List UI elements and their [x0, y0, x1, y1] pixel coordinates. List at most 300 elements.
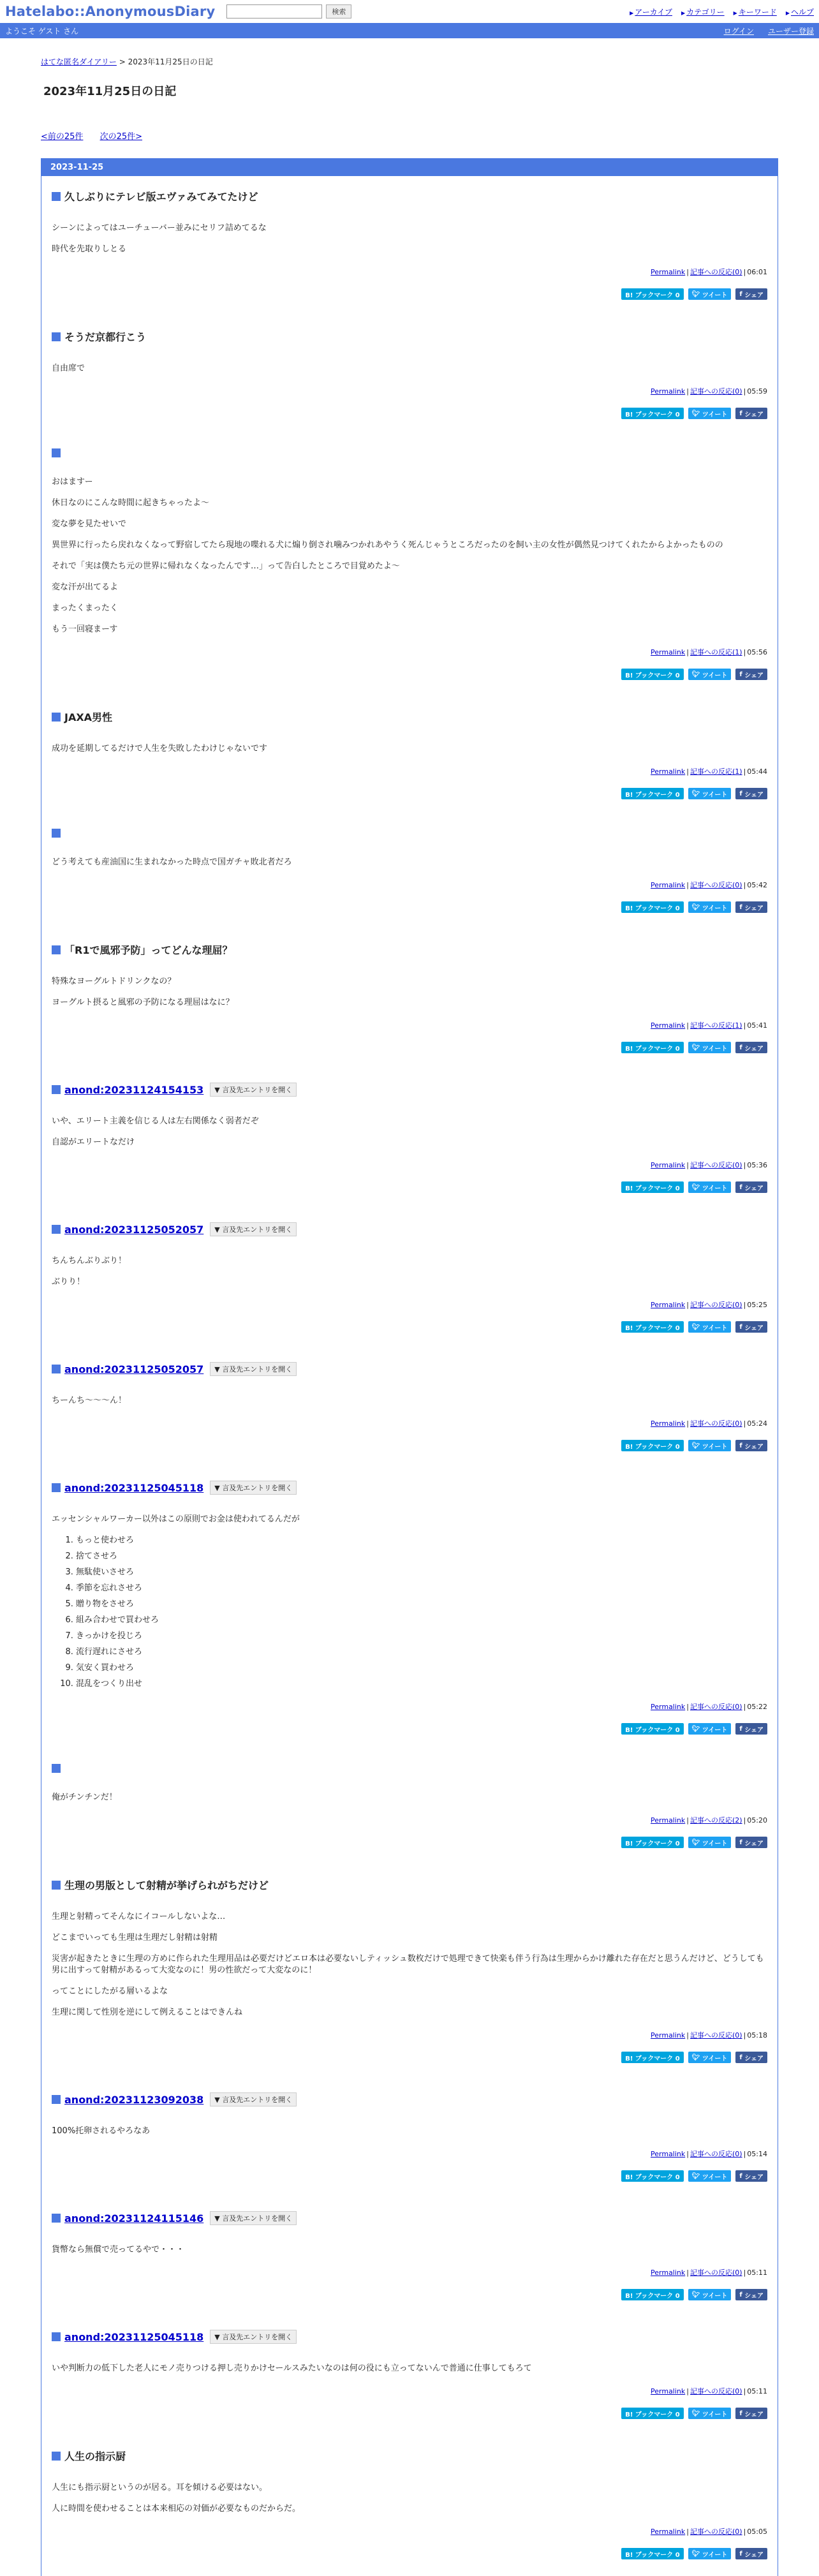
facebook-share-button[interactable]: f シェア — [735, 2170, 767, 2182]
twitter-bird-icon: 🐦︎ — [691, 1183, 700, 1191]
entry-title — [52, 448, 767, 457]
entry-paragraph: まったくまったく — [52, 603, 119, 613]
entry-time: 05:14 — [747, 2150, 767, 2158]
breadcrumb: はてな匿名ダイアリー > 2023年11月25日の日記 — [41, 57, 213, 66]
tweet-button[interactable]: 🐦︎ ツイート — [688, 408, 732, 419]
entry-paragraph: いや判断力の低下した老人にモノ売りつける押し売りかけセールスみたいなのは何の役にも立ってないんで普通に仕事してもろて — [52, 2364, 532, 2373]
entry-title — [52, 2330, 767, 2344]
entry-square-icon[interactable] — [52, 1483, 61, 1492]
welcome-text: ようこそ ゲスト さん — [5, 26, 79, 36]
facebook-share-button[interactable]: f シェア — [735, 1181, 767, 1193]
twitter-bird-icon: 🐦︎ — [691, 1044, 700, 1051]
list-item: 8. 流行遅れにさせろ — [76, 1647, 767, 1658]
reactions-link[interactable]: 記事への反応(0) — [690, 2528, 742, 2536]
hatena-bookmark-button[interactable]: B! ブックマーク 0 — [621, 2052, 683, 2063]
entry-ordered-list — [52, 1535, 767, 1690]
permalink-link[interactable]: Permalink — [651, 1419, 686, 1428]
entry-body — [52, 477, 767, 635]
entry-square-icon[interactable] — [52, 713, 61, 722]
entry-meta: Permalink | 記事への反応(0) | 05:24 — [651, 1419, 767, 1428]
entry-meta: Permalink | 記事への反応(0) | 06:01 — [651, 268, 767, 276]
facebook-share-button[interactable]: f シェア — [735, 1042, 767, 1053]
entry-paragraph: どこまでいっても生理は生理だし射精は射精 — [52, 1933, 218, 1943]
entry-title — [52, 2092, 767, 2106]
twitter-bird-icon: 🐦︎ — [691, 1725, 700, 1733]
entry-meta: Permalink | 記事への反応(0) | 05:42 — [651, 881, 767, 889]
entry-title — [52, 189, 767, 204]
twitter-bird-icon: 🐦︎ — [691, 2172, 700, 2180]
hatena-bookmark-button[interactable]: B! ブックマーク 0 — [621, 1837, 683, 1848]
facebook-share-button[interactable]: f シェア — [735, 2548, 767, 2559]
entry-meta: Permalink | 記事への反応(1) | 05:44 — [651, 767, 767, 776]
entry-body — [52, 223, 767, 255]
entry-paragraph: もう一回寝まーす — [52, 625, 118, 634]
entry-paragraph: 変な夢を見たせいで — [52, 519, 127, 529]
share-buttons — [52, 1042, 767, 1053]
tweet-button[interactable]: 🐦︎ ツイート — [688, 1042, 732, 1053]
open-referenced-entry-button[interactable]: ▼ 言及先エントリを開く — [210, 2092, 297, 2106]
entry-time: 05:11 — [747, 2387, 767, 2395]
tweet-button[interactable]: 🐦︎ ツイート — [688, 2548, 732, 2559]
share-buttons — [52, 1723, 767, 1735]
entry-paragraph: 成功を延期してるだけで人生を失敗したわけじゃないです — [52, 744, 268, 753]
entry-paragraph: ちーんち〜〜〜ん！ — [52, 1396, 127, 1405]
entry-time: 05:25 — [747, 1301, 767, 1309]
hatena-bookmark-button[interactable]: B! ブックマーク 0 — [621, 2408, 683, 2419]
facebook-share-button[interactable]: f シェア — [735, 2289, 767, 2300]
entry-paragraph: 人生にも指示厨というのが居る。耳を傾ける必要はない。 — [52, 2483, 268, 2492]
tweet-button[interactable]: 🐦︎ ツイート — [688, 1723, 732, 1735]
entry-square-icon[interactable] — [52, 1085, 61, 1094]
search-input[interactable] — [226, 4, 322, 19]
entry-paragraph: 災害が起きたときに生理の方めに作られた生理用品は必要だけどエロ本は必要ないしティッシュ数枚だけで処理できて快楽も伴う行為は生理からかけ離れた存在だと思うんだけど、どうしても男に出すって射精があるって大変なのに！男の性欲だって大変なのに！ — [52, 1954, 764, 1975]
facebook-icon: f — [739, 1183, 742, 1191]
nav-category[interactable]: ▶ カテゴリー — [681, 6, 725, 17]
entry-square-icon[interactable] — [52, 945, 61, 954]
entry-body — [52, 1116, 767, 1148]
register-link[interactable]: ユーザー登録 — [767, 26, 814, 36]
tweet-button[interactable]: 🐦︎ ツイート — [688, 1181, 732, 1193]
entry-time: 05:59 — [747, 387, 767, 396]
entry-body — [52, 976, 767, 1009]
entry-time: 06:01 — [747, 268, 767, 276]
share-buttons — [52, 408, 767, 419]
list-item: 3. 無駄使いさせろ — [76, 1567, 767, 1578]
list-item: 7. きっかけを投じろ — [76, 1631, 767, 1642]
entry-paragraph: 自由席で — [52, 364, 85, 373]
open-referenced-entry-button[interactable]: ▼ 言及先エントリを開く — [210, 1481, 297, 1495]
entry-paragraph: シーンによってはユーチューバー並みにセリフ詰めてるな — [52, 223, 267, 233]
entry-paragraph: ぶりり！ — [52, 1277, 85, 1287]
tweet-button[interactable]: 🐦︎ ツイート — [688, 2170, 732, 2182]
entry — [41, 697, 778, 816]
hatena-bookmark-button[interactable]: B! ブックマーク 0 — [621, 1723, 683, 1735]
entry-square-icon[interactable] — [52, 1764, 61, 1773]
entry-title-text: 久しぶりにテレビ版エヴァみてみてたけど — [64, 191, 258, 203]
entry — [41, 1865, 778, 2080]
tweet-button[interactable]: 🐦︎ ツイート — [688, 2289, 732, 2300]
facebook-share-button[interactable]: f シェア — [735, 408, 767, 419]
entry-title-link[interactable]: anond:20231124115146 — [64, 2212, 204, 2224]
permalink-link[interactable]: Permalink — [651, 2150, 686, 2158]
tweet-button[interactable]: 🐦︎ ツイート — [688, 288, 732, 300]
search-button[interactable]: 検索 — [326, 4, 351, 19]
permalink-link[interactable]: Permalink — [651, 1301, 686, 1309]
entry — [41, 316, 778, 436]
entry-title — [52, 1083, 767, 1097]
entry — [41, 1751, 778, 1865]
entry — [41, 2198, 778, 2317]
entry — [41, 436, 778, 697]
reactions-link[interactable]: 記事への反応(0) — [690, 2269, 742, 2277]
entry-title — [52, 942, 767, 957]
permalink-link[interactable]: Permalink — [651, 387, 686, 396]
share-buttons — [52, 1837, 767, 1848]
share-buttons — [52, 2052, 767, 2063]
entry-paragraph: 生理に関して性別を逆にして例えることはできんね — [52, 2008, 243, 2017]
hatena-bookmark-button[interactable]: B! ブックマーク 0 — [621, 2170, 683, 2182]
reactions-link[interactable]: 記事への反応(1) — [690, 767, 742, 776]
share-buttons — [52, 788, 767, 799]
hatena-bookmark-button[interactable]: B! ブックマーク 0 — [621, 1181, 683, 1193]
twitter-bird-icon: 🐦︎ — [691, 410, 700, 417]
permalink-link[interactable]: Permalink — [651, 1703, 686, 1711]
twitter-bird-icon: 🐦︎ — [691, 2409, 700, 2417]
entry-paragraph: 生理と射精ってそんなにイコールしないよな… — [52, 1912, 226, 1921]
entry-paragraph: 異世界に行ったら戻れなくなって野宿してたら現地の喋れる犬に煽り倒され噛みつかれあやうく死んじゃうところだったのを飼い主の女性が偶然見つけてくれたからよかったものの — [52, 540, 723, 550]
top-nav — [630, 6, 814, 17]
entry-square-icon[interactable] — [52, 192, 61, 201]
entry — [41, 816, 778, 929]
twitter-bird-icon: 🐦︎ — [691, 2550, 700, 2557]
entry-body — [52, 857, 767, 868]
main-content — [0, 56, 819, 2576]
entry-time: 05:42 — [747, 881, 767, 889]
tweet-button[interactable]: 🐦︎ ツイート — [688, 1440, 732, 1451]
permalink-link[interactable]: Permalink — [651, 1021, 686, 1030]
entry-paragraph: 俺がチンチンだ！ — [52, 1793, 117, 1802]
permalink-link[interactable]: Permalink — [651, 2031, 686, 2039]
entry-time: 05:11 — [747, 2269, 767, 2277]
permalink-link[interactable]: Permalink — [651, 881, 686, 889]
hatena-bookmark-button[interactable]: B! ブックマーク 0 — [621, 788, 683, 799]
permalink-link[interactable]: Permalink — [651, 2528, 686, 2536]
entry-body — [52, 1911, 767, 2018]
entry-title — [52, 2211, 767, 2225]
login-link[interactable]: ログイン — [723, 26, 754, 36]
breadcrumb-home[interactable]: はてな匿名ダイアリー — [41, 57, 117, 66]
entry-square-icon[interactable] — [52, 2332, 61, 2341]
facebook-icon: f — [739, 2409, 742, 2417]
entry-title — [52, 829, 767, 838]
entry-paragraph: 人に時間を使わせることは本来相応の対価が必要なものだからだ。 — [52, 2504, 301, 2513]
share-buttons — [52, 901, 767, 913]
entry — [41, 1468, 778, 1751]
hatena-bookmark-button[interactable]: B! ブックマーク 0 — [621, 1042, 683, 1053]
entry-meta: Permalink | 記事への反応(0) | 05:18 — [651, 2031, 767, 2039]
entry-square-icon[interactable] — [52, 448, 61, 457]
entry-body — [52, 1792, 767, 1803]
share-buttons — [52, 2408, 767, 2419]
hatena-bookmark-button[interactable]: B! ブックマーク 0 — [621, 408, 683, 419]
tweet-button[interactable]: 🐦︎ ツイート — [688, 2052, 732, 2063]
entry-square-icon[interactable] — [52, 1365, 61, 1373]
pager — [41, 130, 778, 142]
twitter-bird-icon: 🐦︎ — [691, 1323, 700, 1331]
entry — [41, 1349, 778, 1468]
day-header: 2023-11-25 — [41, 159, 778, 176]
reactions-link[interactable]: 記事への反応(0) — [690, 268, 742, 276]
entry-time: 05:20 — [747, 1816, 767, 1825]
list-item: 6. 組み合わせで買わせろ — [76, 1615, 767, 1626]
entry-title-text: JAXA男性 — [64, 711, 113, 723]
reactions-link[interactable]: 記事への反応(0) — [690, 1703, 742, 1711]
reactions-link[interactable]: 記事への反応(1) — [690, 1021, 742, 1030]
entry-title-text: 人生の指示厨 — [64, 2450, 126, 2462]
twitter-bird-icon: 🐦︎ — [691, 2054, 700, 2061]
entry-meta: Permalink | 記事への反応(1) | 05:41 — [651, 1021, 767, 1030]
entry-square-icon[interactable] — [52, 332, 61, 341]
entry-meta: Permalink | 記事への反応(0) | 05:22 — [651, 1703, 767, 1711]
entry-paragraph: 休日なのにこんな時間に起きちゃったよ〜 — [52, 498, 210, 508]
entry-meta: Permalink | 記事への反応(0) | 05:14 — [651, 2150, 767, 2158]
open-referenced-entry-button[interactable]: ▼ 言及先エントリを開く — [210, 1222, 297, 1236]
reactions-link[interactable]: 記事への反応(2) — [690, 1816, 742, 1825]
nav-keyword[interactable]: ▶ キーワード — [734, 6, 777, 17]
facebook-icon: f — [739, 1442, 742, 1449]
entry-title-link[interactable]: anond:20231124154153 — [64, 1083, 204, 1096]
entry-paragraph: 貨幣なら無償で売ってるやで・・・ — [52, 2245, 185, 2254]
permalink-link[interactable]: Permalink — [651, 268, 686, 276]
permalink-link[interactable]: Permalink — [651, 648, 686, 656]
facebook-icon: f — [739, 2054, 742, 2061]
twitter-bird-icon: 🐦︎ — [691, 290, 700, 298]
entry-paragraph: ヨーグルト摂ると風邪の予防になる理屈はなに？ — [52, 998, 234, 1007]
list-item: 2. 捨てさせろ — [76, 1551, 767, 1562]
nav-archive[interactable]: ▶ アーカイブ — [630, 6, 672, 17]
tweet-button[interactable]: 🐦︎ ツイート — [688, 669, 732, 680]
open-referenced-entry-button[interactable]: ▼ 言及先エントリを開く — [210, 2330, 297, 2344]
tweet-button[interactable]: 🐦︎ ツイート — [688, 788, 732, 799]
entry-paragraph: いや、エリート主義を信じる人は左右関係なく弱者だぞ — [52, 1116, 259, 1126]
entry-title — [52, 329, 767, 344]
entry-meta: Permalink | 記事への反応(2) | 05:20 — [651, 1816, 767, 1825]
entry-meta: Permalink | 記事への反応(0) | 05:36 — [651, 1161, 767, 1169]
entry-time: 05:22 — [747, 1703, 767, 1711]
entry-meta: Permalink | 記事への反応(0) | 05:25 — [651, 1301, 767, 1309]
entry-square-icon[interactable] — [52, 2214, 61, 2223]
entry — [41, 929, 778, 1070]
tweet-button[interactable]: 🐦︎ ツイート — [688, 1837, 732, 1848]
entry-paragraph: 特殊なヨーグルトドリンクなの？ — [52, 977, 176, 986]
permalink-link[interactable]: Permalink — [651, 2269, 686, 2277]
entry-paragraph: おはますー — [52, 477, 93, 487]
breadcrumb-current: 2023年11月25日の日記 — [128, 57, 213, 66]
facebook-icon: f — [739, 2172, 742, 2180]
entry-meta: Permalink | 記事への反応(0) | 05:05 — [651, 2528, 767, 2536]
entry-paragraph: 100%托卵されるやろなあ — [52, 2126, 151, 2136]
entry-square-icon[interactable] — [52, 1881, 61, 1890]
entry-title-link[interactable]: anond:20231125045118 — [64, 2330, 204, 2343]
hatena-bookmark-button[interactable]: B! ブックマーク 0 — [621, 1440, 683, 1451]
welcome-bar — [0, 23, 819, 38]
list-item: 1. もっと使わせろ — [76, 1535, 767, 1546]
entry-title-text: そうだ京都行こう — [64, 331, 147, 343]
share-buttons — [52, 2170, 767, 2182]
entry-title — [52, 1764, 767, 1773]
twitter-bird-icon: 🐦︎ — [691, 670, 700, 678]
entry-paragraph: ってことにしたがる層いるよな — [52, 1987, 168, 1996]
facebook-icon: f — [739, 903, 742, 911]
reactions-link[interactable]: 記事への反応(0) — [690, 881, 742, 889]
facebook-icon: f — [739, 2550, 742, 2557]
twitter-bird-icon: 🐦︎ — [691, 903, 700, 911]
hatena-bookmark-button[interactable]: B! ブックマーク 0 — [621, 901, 683, 913]
nav-help[interactable]: ▶ ヘルプ — [786, 6, 814, 17]
entry-meta: Permalink | 記事への反応(1) | 05:56 — [651, 648, 767, 656]
facebook-share-button[interactable]: f シェア — [735, 1321, 767, 1333]
entry-body — [52, 363, 767, 374]
entry-time: 05:56 — [747, 648, 767, 656]
facebook-icon: f — [739, 410, 742, 417]
reactions-link[interactable]: 記事への反応(0) — [690, 1301, 742, 1309]
share-buttons — [52, 288, 767, 300]
permalink-link[interactable]: Permalink — [651, 767, 686, 776]
entry-title — [52, 1481, 767, 1495]
entry-paragraph: どう考えても産油国に生まれなかった時点で国ガチャ敗北者だろ — [52, 857, 292, 867]
entry-body — [52, 2126, 767, 2137]
reactions-link[interactable]: 記事への反応(1) — [690, 648, 742, 656]
entry — [41, 2080, 778, 2198]
site-logo[interactable]: Hatelabo::AnonymousDiary — [5, 4, 216, 19]
entry-list — [41, 176, 778, 2576]
hatena-bookmark-button[interactable]: B! ブックマーク 0 — [621, 669, 683, 680]
open-referenced-entry-button[interactable]: ▼ 言及先エントリを開く — [210, 1083, 297, 1097]
facebook-icon: f — [739, 790, 742, 797]
entry-title-link[interactable]: anond:20231125045118 — [64, 1481, 204, 1494]
reactions-link[interactable]: 記事への反応(0) — [690, 2150, 742, 2158]
entry — [41, 2436, 778, 2576]
facebook-icon: f — [739, 1725, 742, 1733]
entry-body — [52, 2363, 767, 2374]
page-title: 2023年11月25日の日記 — [43, 85, 177, 98]
entry-square-icon[interactable] — [52, 1225, 61, 1234]
entry-square-icon[interactable] — [52, 2452, 61, 2461]
entry-title-link[interactable]: anond:20231123092038 — [64, 2093, 204, 2106]
reactions-link[interactable]: 記事への反応(0) — [690, 1161, 742, 1169]
twitter-bird-icon: 🐦︎ — [691, 1442, 700, 1449]
tweet-button[interactable]: 🐦︎ ツイート — [688, 2408, 732, 2419]
tweet-button[interactable]: 🐦︎ ツイート — [688, 1321, 732, 1333]
facebook-share-button[interactable]: f シェア — [735, 788, 767, 799]
entry — [41, 176, 778, 316]
entry-meta: Permalink | 記事への反応(0) | 05:11 — [651, 2269, 767, 2277]
entry — [41, 1210, 778, 1349]
entry-paragraph: 時代を先取りしとる — [52, 244, 127, 254]
prev-page-link[interactable]: <前の25件 — [41, 132, 84, 142]
entry-paragraph: 変な汗が出てるよ — [52, 582, 119, 592]
twitter-bird-icon: 🐦︎ — [691, 1839, 700, 1846]
entry-body — [52, 1395, 767, 1407]
facebook-share-button[interactable]: f シェア — [735, 288, 767, 300]
facebook-share-button[interactable]: f シェア — [735, 2408, 767, 2419]
reactions-link[interactable]: 記事への反応(0) — [690, 2387, 742, 2395]
entry-title — [52, 1362, 767, 1376]
reactions-link[interactable]: 記事への反応(0) — [690, 387, 742, 396]
share-buttons — [52, 2289, 767, 2300]
facebook-icon: f — [739, 1839, 742, 1846]
entry-paragraph: 自認がエリートなだけ — [52, 1137, 135, 1147]
facebook-share-button[interactable]: f シェア — [735, 669, 767, 680]
list-item: 10. 混乱をつくり出せ — [76, 1678, 767, 1690]
day-section — [41, 158, 778, 2576]
entry-paragraph: エッセンシャルワーカー以外はこの原則でお金は使われてるんだが — [52, 1514, 300, 1524]
entry — [41, 2317, 778, 2436]
list-item: 4. 季節を忘れさせろ — [76, 1583, 767, 1594]
entry-paragraph: それで「実は僕たち元の世界に帰れなくなったんです…」って告白したところで目覚めたよ〜 — [52, 561, 400, 571]
entry-square-icon[interactable] — [52, 829, 61, 838]
facebook-share-button[interactable]: f シェア — [735, 2052, 767, 2063]
hatena-bookmark-button[interactable]: B! ブックマーク 0 — [621, 2548, 683, 2559]
entry-title-link[interactable]: anond:20231125052057 — [64, 1223, 204, 1236]
entry-body — [52, 743, 767, 755]
facebook-share-button[interactable]: f シェア — [735, 1723, 767, 1735]
entry-title-text: 生理の男版として射精が挙げられがちだけど — [64, 1879, 269, 1891]
permalink-link[interactable]: Permalink — [651, 1161, 686, 1169]
share-buttons — [52, 669, 767, 680]
entry-paragraph: ちんちんぶりぶり！ — [52, 1256, 127, 1266]
entry-time: 05:24 — [747, 1419, 767, 1428]
top-bar — [0, 0, 819, 23]
entry-title-text: 「R1で風邪予防」ってどんな理屈？ — [64, 944, 233, 956]
entry-body — [52, 1255, 767, 1288]
entry — [41, 1070, 778, 1210]
next-page-link[interactable]: 次の25件> — [100, 132, 143, 142]
entry-body — [52, 1514, 767, 1690]
entry-square-icon[interactable] — [52, 2095, 61, 2104]
facebook-share-button[interactable]: f シェア — [735, 1837, 767, 1848]
entry-meta: Permalink | 記事への反応(0) | 05:59 — [651, 387, 767, 396]
entry-body — [52, 2244, 767, 2256]
tweet-button[interactable]: 🐦︎ ツイート — [688, 901, 732, 913]
hatena-bookmark-button[interactable]: B! ブックマーク 0 — [621, 288, 683, 300]
twitter-bird-icon: 🐦︎ — [691, 790, 700, 797]
entry-title — [52, 709, 767, 724]
hatena-bookmark-button[interactable]: B! ブックマーク 0 — [621, 1321, 683, 1333]
entry-time: 05:41 — [747, 1021, 767, 1030]
entry-title-link[interactable]: anond:20231125052057 — [64, 1363, 204, 1375]
entry-title — [52, 1222, 767, 1236]
permalink-link[interactable]: Permalink — [651, 2387, 686, 2395]
list-item: 5. 贈り物をさせろ — [76, 1599, 767, 1610]
reactions-link[interactable]: 記事への反応(0) — [690, 2031, 742, 2039]
share-buttons — [52, 1440, 767, 1451]
permalink-link[interactable]: Permalink — [651, 1816, 686, 1825]
open-referenced-entry-button[interactable]: ▼ 言及先エントリを開く — [210, 2211, 297, 2225]
entry-time: 05:44 — [747, 767, 767, 776]
facebook-share-button[interactable]: f シェア — [735, 1440, 767, 1451]
facebook-icon: f — [739, 290, 742, 298]
twitter-bird-icon: 🐦︎ — [691, 2291, 700, 2298]
entry-body — [52, 2482, 767, 2515]
share-buttons — [52, 1321, 767, 1333]
hatena-bookmark-button[interactable]: B! ブックマーク 0 — [621, 2289, 683, 2300]
facebook-share-button[interactable]: f シェア — [735, 901, 767, 913]
reactions-link[interactable]: 記事への反応(0) — [690, 1419, 742, 1428]
facebook-icon: f — [739, 2291, 742, 2298]
open-referenced-entry-button[interactable]: ▼ 言及先エントリを開く — [210, 1362, 297, 1376]
share-buttons — [52, 1181, 767, 1193]
